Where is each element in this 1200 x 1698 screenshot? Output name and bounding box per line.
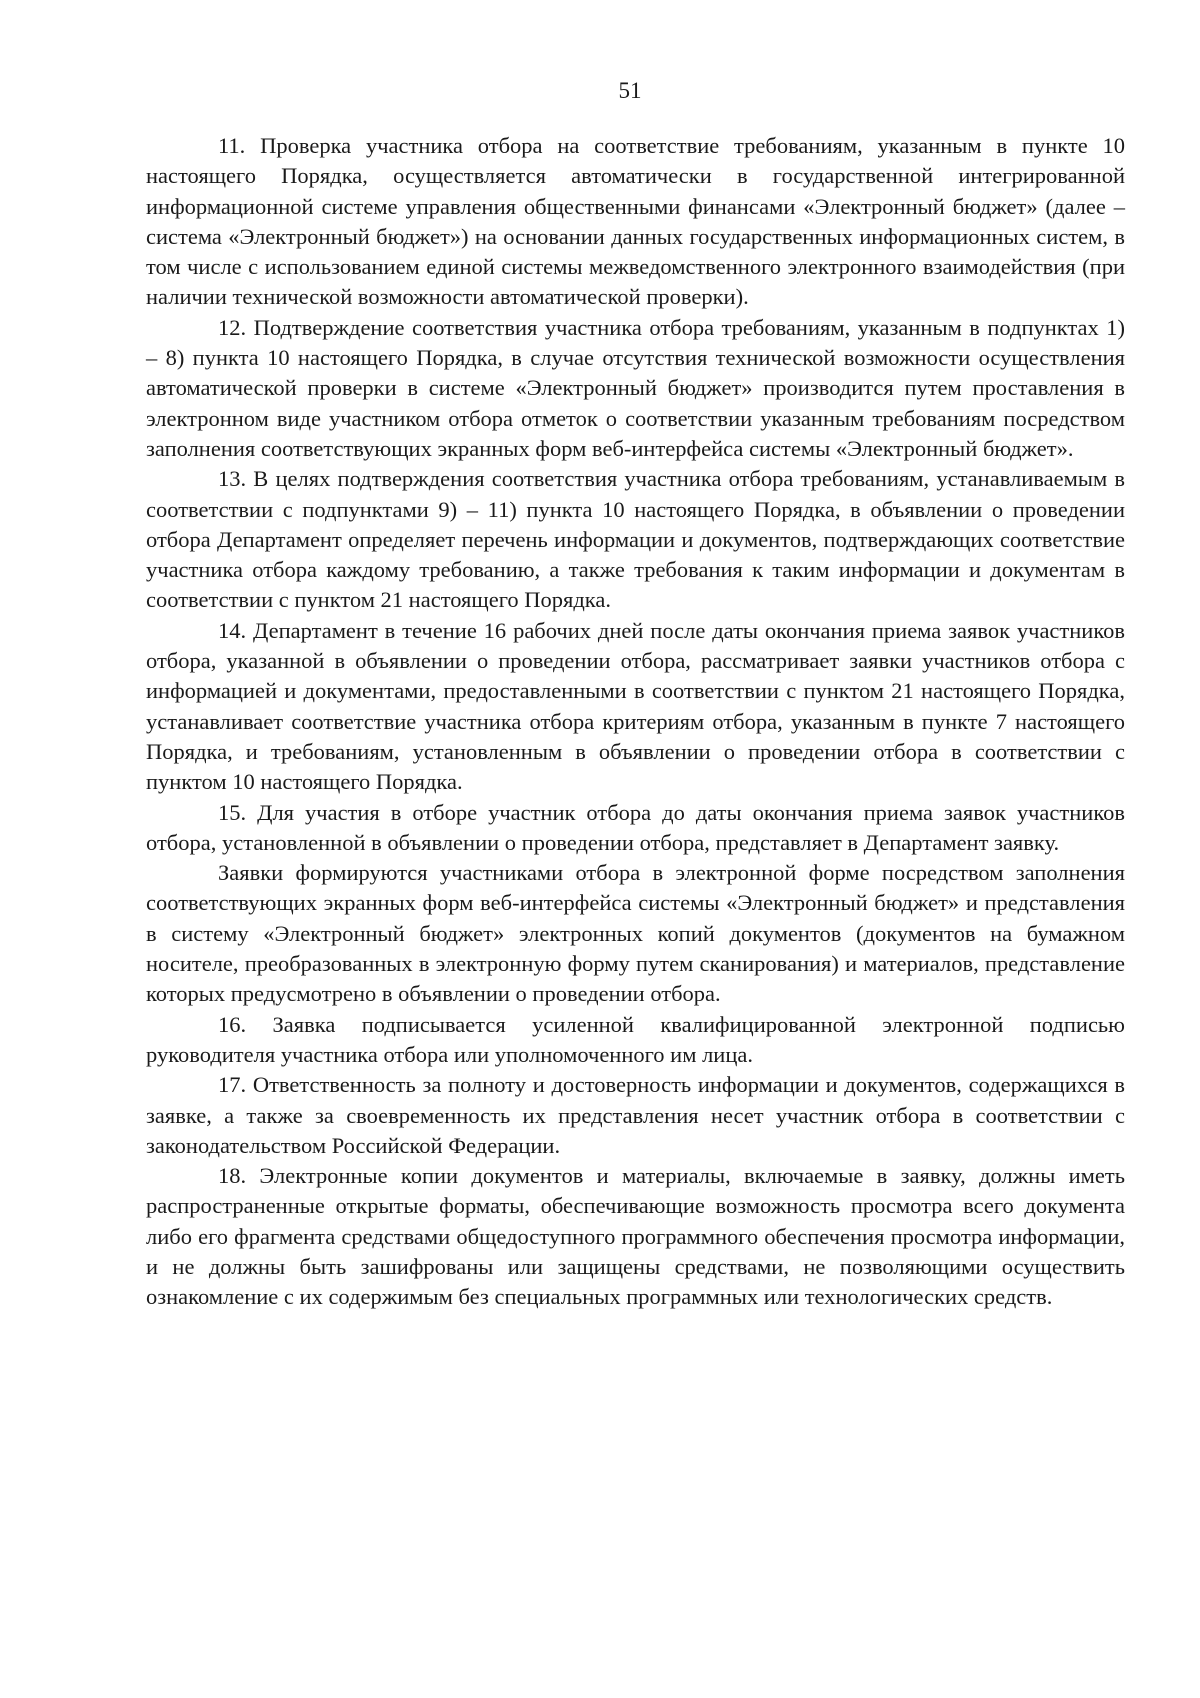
paragraph-item-15-continued: Заявки формируются участниками отбора в электронной форме посредством заполнения соответствующих экранных форм веб-интерфейса системы «Электронный бюджет» и представления в систему «Электронный бюджет» электронных копий документов (документов на бумажном носителе, преобразованных в электронную форму путем сканирования) и материалов, представление которых предусмотрено в объявлении о проведении отбора. [146,860,1125,1007]
paragraph-item-14: 14. Департамент в течение 16 рабочих дней после даты окончания приема заявок участников отбора, указанной в объявлении о проведении отбора, рассматривает заявки участников отбора с информацией и документами, предоставленными в соответствии с пунктом 21 настоящего Порядка, устанавливает соответствие участника отбора критериям отбора, указанным в пункте 7 настоящего Порядка, и требованиям, установленным в объявлении о проведении отбора в соответствии с пунктом 10 настоящего Порядка. [146,617,1125,795]
paragraph-item-12: 12. Подтверждение соответствия участника отбора требованиям, указанным в подпунктах 1) – 8) пункта 10 настоящего Порядка, в случае отсутствия технической возможности осуществления автоматической проверки в системе «Электронный бюджет» производится путем проставления в электронном виде участником отбора отметок о соответствии указанным требованиям посредством заполнения соответствующих экранных форм веб-интерфейса системы «Электронный бюджет». [146,314,1125,461]
paragraph-item-15: 15. Для участия в отборе участник отбора до даты окончания приема заявок участников отбора, установленной в объявлении о проведении отбора, представляет в Департамент заявку. [146,799,1125,855]
paragraph-item-13: 13. В целях подтверждения соответствия участника отбора требованиям, устанавливаемым в соответствии с подпунктами 9) – 11) пункта 10 настоящего Порядка, в объявлении о проведении отбора Департамент определяет перечень информации и документов, подтверждающих соответствие участника отбора каждому требованию, а также требования к таким информации и документам в соответствии с пунктом 21 настоящего Порядка. [146,466,1125,613]
paragraph-item-11: 11. Проверка участника отбора на соответствие требованиям, указанным в пункте 10 настоящего Порядка, осуществляется автоматически в государственной интегрированной информационной системе управления общественными финансами «Электронный бюджет» (далее – система «Электронный бюджет») на основании данных государственных информационных систем, в том числе с использованием единой системы межведомственного электронного взаимодействия (при наличии технической возможности автоматической проверки). [146,133,1125,310]
paragraph-item-17: 17. Ответственность за полноту и достоверность информации и документов, содержащихся в заявке, а также за своевременность их представления несет участник отбора в соответствии с законодательством Российской Федерации. [146,1072,1125,1158]
document-body [146,131,1125,1313]
paragraph-item-16: 16. Заявка подписывается усиленной квалифицированной электронной подписью руководителя участника отбора или уполномоченного им лица. [146,1011,1125,1067]
page-number: 51 [618,78,642,103]
paragraph-item-18: 18. Электронные копии документов и материалы, включаемые в заявку, должны иметь распространенные открытые форматы, обеспечивающие возможность просмотра всего документа либо его фрагмента средствами общедоступного программного обеспечения просмотра информации, и не должны быть зашифрованы или защищены средствами, не позволяющими осуществить ознакомление с их содержимым без специальных программных или технологических средств. [146,1163,1125,1310]
